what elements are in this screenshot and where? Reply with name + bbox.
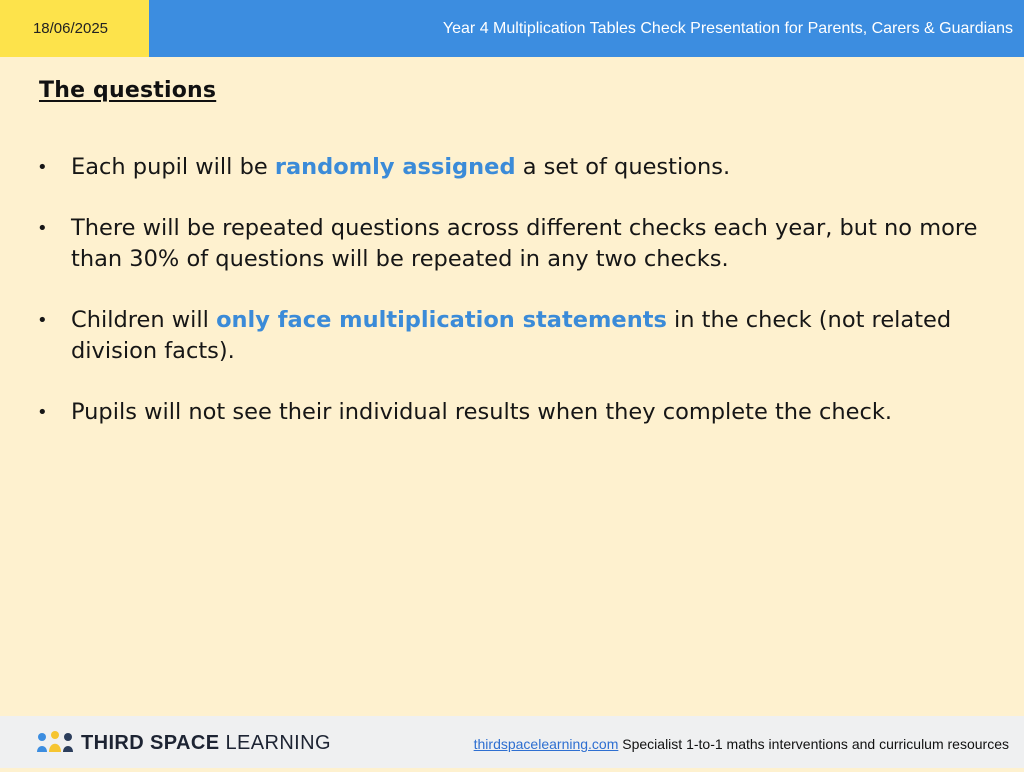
bullet-highlight: only face multiplication statements <box>216 307 667 333</box>
logo-text-bold: THIRD SPACE <box>81 731 220 754</box>
footer-note <box>474 716 1009 768</box>
logo-people-icon <box>35 730 75 756</box>
third-space-learning-logo <box>35 730 331 756</box>
bullet-item <box>34 305 984 367</box>
logo-text-light: LEARNING <box>225 731 331 754</box>
slide-title: The questions <box>39 78 217 103</box>
date-label: 18/06/2025 <box>0 0 149 57</box>
footer-tagline: Specialist 1-to-1 maths interventions and curriculum resources <box>618 736 1009 752</box>
bullet-marker: • <box>37 218 48 239</box>
bullet-highlight: randomly assigned <box>274 154 516 180</box>
presentation-title: Year 4 Multiplication Tables Check Presentation for Parents, Carers & Guardians <box>442 20 1013 37</box>
bullet-text: Pupils will not see their individual results when they complete the check. <box>71 399 893 425</box>
bullet-text: Each pupil will be <box>71 154 275 180</box>
bullet-marker: • <box>37 310 48 331</box>
bullet-text: Children will <box>71 307 217 333</box>
bullet-marker: • <box>37 402 48 423</box>
bullet-text: a set of questions. <box>515 154 731 180</box>
bullet-item <box>34 213 984 275</box>
header-bar <box>0 0 1024 57</box>
bullet-item <box>34 397 984 428</box>
bullet-list <box>34 152 984 458</box>
bullet-text: There will be repeated questions across different checks each year, but no more than 30% of questions will be repeated in any two checks. <box>71 215 978 272</box>
bullet-text: in the check (not related division facts). <box>71 307 952 364</box>
website-link[interactable]: thirdspacelearning.com <box>473 736 619 752</box>
bullet-marker: • <box>37 157 48 178</box>
footer-bar <box>0 716 1024 768</box>
bullet-item <box>34 152 984 183</box>
